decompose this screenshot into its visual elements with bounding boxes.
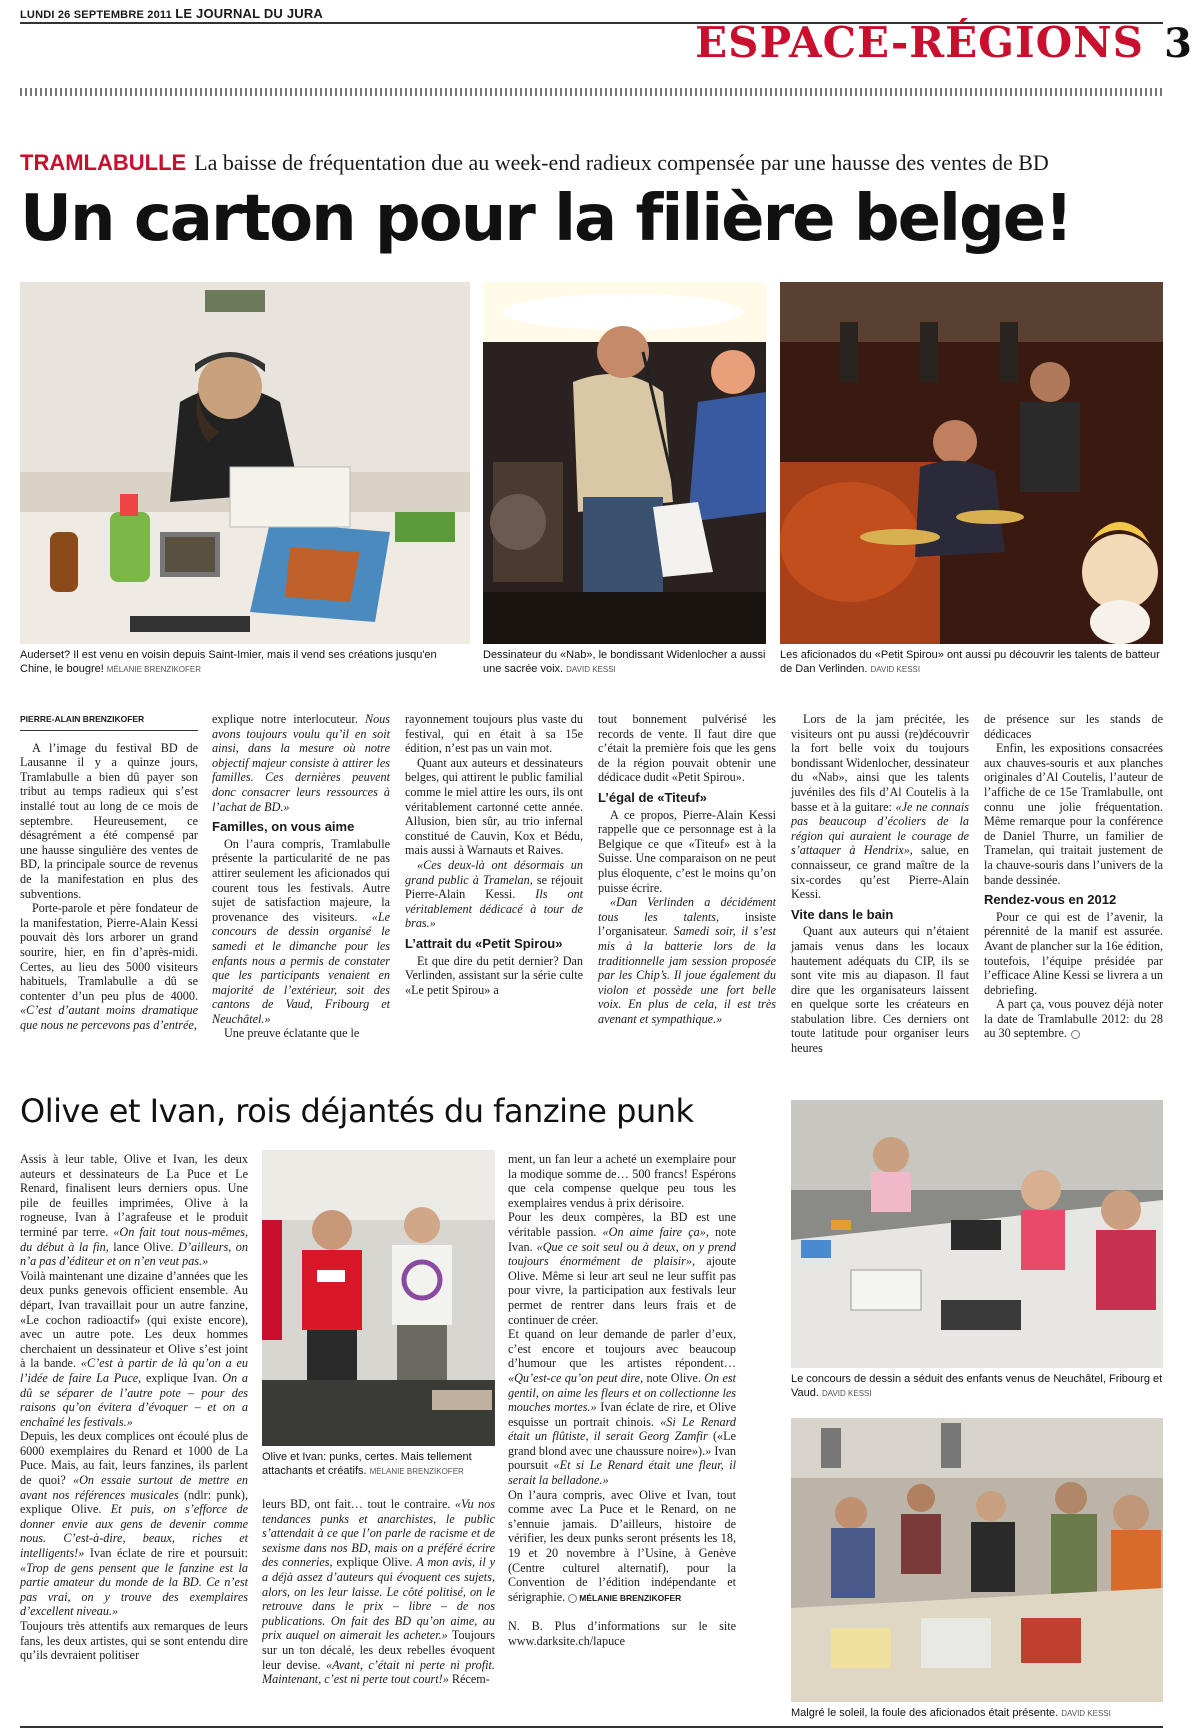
photo-widenlocher (483, 282, 766, 644)
end-mark-icon (1071, 1030, 1080, 1039)
section-title: ESPACE-RÉGIONS (695, 18, 1144, 67)
page-number: 3 (1164, 20, 1192, 67)
article-deck: La baisse de fréquentation due au week-end radieux compensée par une hausse des ventes de BD (194, 150, 1049, 175)
heading-titeuf: L’égal de «Titeuf» (598, 789, 707, 805)
caption-photo-4: Le concours de dessin a séduit des enfants venus de Neuchâtel, Fribourg et Vaud. DAVID KESSI (791, 1373, 1163, 1399)
article1-column-1: PIERRE-ALAIN BRENZIKOFER A l’image du festival BD de Lausanne il y a quinze jours, Tramlabulle a bien dû payer son tribut au temps radieux qui s’est installé tout au long de ce mois de septembre. Heureusement, ce désagrément a été compensé par une hausse singulière des ventes de BD, la principale source de revenus de la manifestation en plus des subventions. Porte-parole et père fondateur de la manifestation, Pierre-Alain Kessi pouvait dès lors arborer un grand sourire, hier, en fin d’après-midi. Certes, au lieu des 5000 visiteurs habituels, Tramlabulle a dû se contenter d’un peu plus de 4000. «C’est d’autant moins dramatique que nous ne percevons pas d’entrée, (20, 714, 198, 1032)
heading-2012: Rendez-vous en 2012 (984, 892, 1117, 908)
heading-bain: Vite dans le bain (791, 906, 894, 922)
article1-byline: PIERRE-ALAIN BRENZIKOFER (20, 712, 198, 731)
end-mark-icon (568, 1594, 577, 1603)
caption-photo-6: Olive et Ivan: punks, certes. Mais tellement attachants et créatifs. MÉLANIE BRENZIKOFER (262, 1451, 472, 1477)
footer-rule (20, 1726, 1163, 1728)
caption-photo-2: Dessinateur du «Nab», le bondissant Widenlocher a aussi une sacrée voix. DAVID KESSI (483, 649, 766, 675)
article1-column-6: de présence sur les stands de dédicaces Enfin, les expositions consacrées aux chauves-souris et aux planches originales d’Al Coutelis, l’auteur de l’affiche de ce 15e Tramlabulle, ont connu une jolie fréquentation. Même remarque pour la conférence de Daniel Thurre, un familier de Tramelan, qui traitait justement de la chauve-souris dans l’univers de la bande dessinée. Rendez-vous en 2012 Pour ce qui est de l’avenir, la pérennité de la manif est assurée. Avant de plancher sur la 16e édition, toutefois, l’équipe présidée par l’efficace Aline Kessi se livrera a un debriefing. A part ça, vous pouvez déjà noter la date de Tramlabulle 2012: du 28 au 30 septembre. (984, 712, 1163, 1041)
dotted-rule (20, 88, 1163, 96)
paper-name: LE JOURNAL DU JURA (175, 6, 324, 21)
article-kicker: TRAMLABULLE La baisse de fréquentation due au week-end radieux compensée par une hausse des ventes de BD (20, 150, 1049, 175)
article1-column-3: rayonnement toujours plus vaste du festival, qui en était à sa 15e édition, n’est pas un vain mot. Quant aux auteurs et dessinateurs belges, qui attirent le public familial comme le miel attire les ours, ils ont véritablement cartonné cette année. Allusion, bien sûr, au trio infernal constitué de Cauvin, Kox et Bédu, mais aussi à Warnauts et Raives. «Ces deux-là ont désormais un grand public à Tramelan, se réjouit Pierre-Alain Kessi. Ils ont véritablement dédicacé à tour de bras.» L’attrait du «Petit Spirou» Et que dire du petit dernier? Dan Verlinden, assistant sur la série culte «Le petit Spirou» a (405, 712, 583, 997)
article2-column-1: Assis à leur table, Olive et Ivan, les deux auteurs et dessinateurs de La Puce et Le Renard, finalisent leurs derniers opus. Une pile de feuilles imprimées, Olive à la rogneuse, Ivan à l’agrafeuse et le produit terminé par terre. «On fait tout nous-mêmes, du début à la fin, lance Olive. D’ailleurs, on n’a pas d’éditeur et on n’en veut pas.» Voilà maintenant une dizaine d’années que les deux punks genevois officient ensemble. Au départ, Ivan travaillait pour un autre fanzine, «Le cochon radioactif» (qui existe encore), avec un autre pote. Les deux hommes cherchaient un dessinateur et Olive s’est joint à la bande. «C’est à partir de là qu’on a eu l’idée de faire La Puce, explique Ivan. On a dû se séparer de l’autre pote – pour des raisons qu’on évitera d’évoquer – et on a enchaîné les festivals.» Depuis, les deux complices ont écoulé plus de 6000 exemplaires du Renard et 1000 de La Puce. Mais, au fait, leurs fanzines, ils parlent de quoi? «On essaie surtout de mettre en avant nos références musicales (ndlr: punk), explique Olive. Et puis, on s’efforce de donner envie aux gens de devenir comme nous. C’est-à-dire, beaux, riches et intelligents!» Ivan éclate de rire et poursuit: «Trop de gens pensent que le fanzine est la partie amateur du monde de la BD. Ce n’est pas vrai, on y trouve des exemplaires d’excellent niveau.» Toujours très attentifs aux remarques de leurs fans, les deux artistes, qui se sont entendu dire qu’ils devraient politiser (20, 1152, 249, 1663)
article2-note: N. B. Plus d’informations sur le site www.darksite.ch/lapuce (508, 1619, 736, 1648)
article1-column-5: Lors de la jam précitée, les visiteurs ont pu aussi (re)découvrir la fort belle voix du toujours bondissant Widenlocher, dessinateur du «Nab», ainsi que les talents juvéniles des fils d’Al Coutelis à la basse et à la guitare: «Je ne connais pas beaucoup d’écoliers de la région qui auraient le courage de s’attaquer à Hendrix», salue, en connaisseur, ce grand maître de la six-cordes qu’est Pierre-Alain Kessi. Vite dans le bain Quant aux auteurs qui n’étaient jamais venus dans les locaux hautement adéquats du CIP, ils se sont vite mis au diapason. Il faut dire que les organisateurs laissent en quelque sorte les créateurs en stabulation libre. Ces derniers ont toute latitude pour organiser leurs heures (791, 712, 969, 1056)
heading-spirou: L’attrait du «Petit Spirou» (405, 935, 563, 951)
article2-column-2: leurs BD, ont fait… tout le contraire. «Vu nos tendances punks et anarchistes, le public s’attendait à ce que l’on parle de racisme et de sexisme dans nos BD, mais on a préféré écrire des conneries, explique Olive. A mon avis, il y a déjà assez d’auteurs qui évoquent ces sujets, alors, on les leur laisse. Le côté politisé, on le retrouve dans le prix – libre – de nos publications. On fait des BD qu’on aime, au prix auquel on aimerait les acheter.» Toujours sur un ton décalé, les deux rebelles évoquent leur devise. «Avant, c’était ni perte ni profit. Maintenant, c’est ni perte tout court!» Récem- (262, 1497, 496, 1687)
photo-auderset (20, 282, 470, 644)
photo-verlinden (780, 282, 1163, 644)
article2-column-3: ment, un fan leur a acheté un exemplaire pour la modique somme de… 500 francs! Espérons que cela compense quelque peu tous les exemplaires vendus à prix dérisoire. Pour les deux compères, la BD est une véritable passion. «On aime faire ça», note Ivan. «Que ce soit seul ou à deux, on y prend toujours énormément de plaisir», ajoute Olive. Même si leur art seul ne leur suffit pas pour vivre, la participation aux festivals leur permet de rentrer dans leurs frais et de continuer de créer. Et quand on leur demande de parler d’eux, c’est encore et toujours avec beaucoup d’humour que les artistes répondent… «Qu’est-ce qu’on peut dire, note Olive. On est gentil, on aime les fleurs et on collectionne les mouches mortes.» Ivan éclate de rire, et Olive esquisse un portrait chinois. «Si Le Renard était un flûtiste, il serait Georg Zamfir («Le grand blond avec une chaussure noire»).» Ivan poursuit «Et si Le Renard était une fleur, il serait la belladone.» On l’aura compris, avec Olive et Ivan, tout comme avec La Puce et le Renard, on ne s’ennuie jamais. D’ailleurs, histoire de vérifier, les deux punks seront présents les 18, 19 et 20 novembre à l’Usine, à Genève (Centre culturel alternatif), pour la Convention de l’édition indépendante et sérigraphie. MÉLANIE BRENZIKOFER N. B. Plus d’informations sur le site www.darksite.ch/lapuce (508, 1152, 737, 1648)
article-headline: Un carton pour la filière belge! (20, 182, 1072, 256)
caption-photo-5: Malgré le soleil, la foule des aficionados était présente. DAVID KESSI (791, 1707, 1111, 1719)
heading-familles: Familles, on vous aime (212, 819, 355, 835)
caption-photo-3: Les aficionados du «Petit Spirou» ont aussi pu découvrir les talents de batteur de Dan Verlinden. DAVID KESSI (780, 649, 1160, 675)
article2-headline: Olive et Ivan, rois déjantés du fanzine punk (20, 1092, 694, 1130)
photo-foule (791, 1418, 1163, 1702)
photo-olive-ivan (262, 1150, 495, 1446)
article1-column-2: explique notre interlocuteur. Nous avons toujours voulu qu’il en soit ainsi, dans la mesure où notre objectif majeur consiste à attirer les familles. Ces dernières peuvent donc consacrer leurs ressources à l’achat de BD.» Familles, on vous aime On l’aura compris, Tramlabulle présente la particularité de ne pas attirer seulement les aficionados qui courent tous les festivals. Autre sujet de satisfaction majeure, la provenance des visiteurs. «Le concours de dessin organisé le samedi et le dimanche pour les enfants nous a permis de constater que les participants venaient en majorité de l’extérieur, soit des cantons de Vaud, Fribourg et Neuchâtel.» Une preuve éclatante que le (212, 712, 390, 1041)
photo-concours-dessin (791, 1100, 1163, 1368)
article2-signature: MÉLANIE BRENZIKOFER (579, 1592, 682, 1603)
caption-photo-1: Auderset? Il est venu en voisin depuis Saint-Imier, mais il vend ses créations jusqu'en Chine, le bougre! MÉLANIE BRENZIKOFER (20, 649, 437, 675)
article1-column-4: tout bonnement pulvérisé les records de vente. Il faut dire que c’était la première fois que les gens de la région pouvait obtenir une dédicace dudit «Petit Spirou». L’égal de «Titeuf» A ce propos, Pierre-Alain Kessi rappelle que ce personnage est à la Belgique ce que «Titeuf» est à la Suisse. Une comparaison on ne peut plus éloquente, c’est le moins qu’on puisse écrire. «Dan Verlinden a décidément tous les talents, insiste l’organisateur. Samedi soir, il s’est mis à la batterie lors de la traditionnelle jam session proposée par les Chip’s. Il joue également du violon et possède une fort belle voix. En plus de cela, il est très avenant et sympathique.» (598, 712, 776, 1026)
edition-date: LUNDI 26 SEPTEMBRE 2011 LE JOURNAL DU JURA (20, 6, 324, 21)
